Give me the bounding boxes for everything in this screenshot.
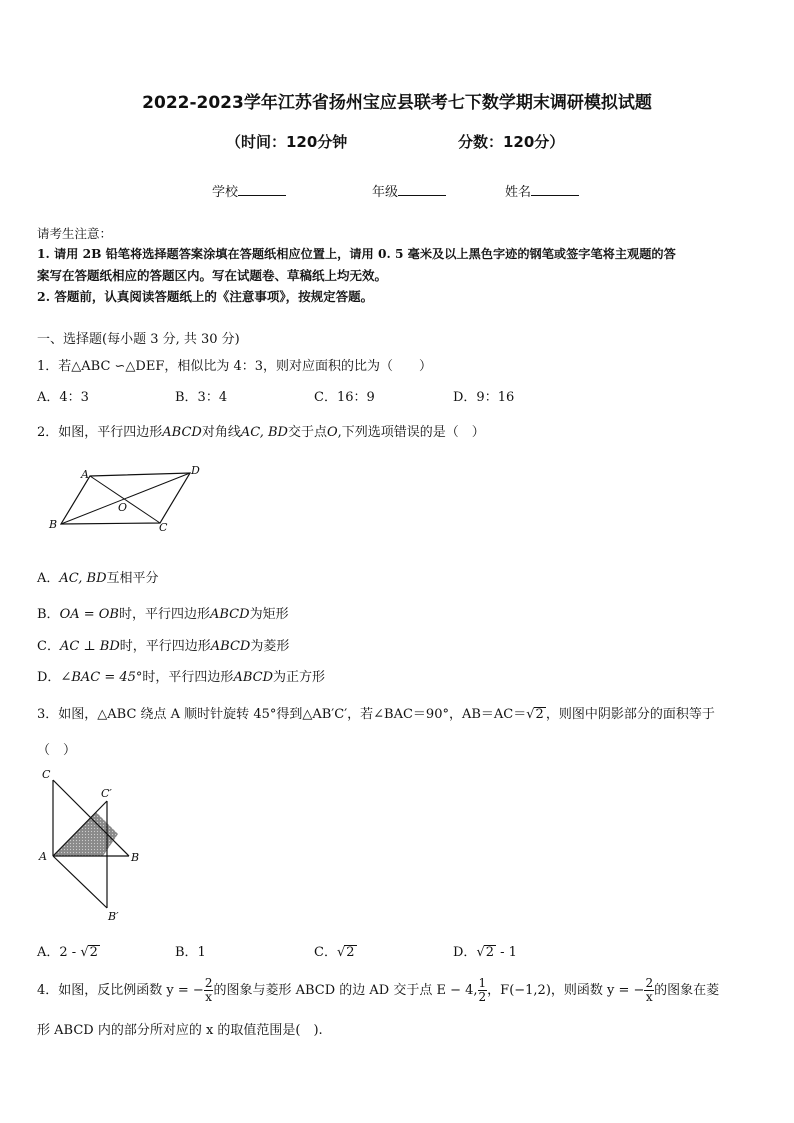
q2-stem-text-1: 2．如图，平行四边形 (37, 425, 163, 440)
q4-stem (37, 976, 719, 1006)
q1-option-a: A．4：3 (37, 390, 89, 405)
q3-option-d-text: D． (453, 945, 477, 960)
school-field (212, 181, 286, 200)
notice-line-1: 1. 请用 2B 铅笔将选择题答案涂填在答题纸相应位置上，请用 0. 5 毫米及以上黑色字迹的钢笔或签字笔将主观题的答 (37, 247, 676, 261)
q4-stem-text-4: 的图象在菱 (654, 983, 720, 998)
q4-fraction-1 (204, 977, 214, 1004)
q3-stem-text-2: ，则图中阴影部分的面积等于 (545, 707, 715, 722)
label-a: A (81, 468, 89, 481)
q2-option-c-prefix: C． (37, 639, 60, 654)
q1-option-c: C．16：9 (314, 390, 375, 405)
name-blank (531, 183, 579, 196)
parallelogram-diagram (40, 460, 220, 535)
exam-score: 分数：120分） (458, 133, 565, 151)
label-a: A (39, 850, 47, 863)
q2-option-a-prefix: A． (37, 571, 60, 586)
school-label: 学校 (212, 185, 239, 200)
q2-option-c-text-2: 为菱形 (250, 639, 290, 654)
q3-stem-sqrt: 2 (535, 707, 544, 722)
q3-option-a-text: A．2 - (37, 945, 77, 960)
q3-option-d-text-2: - 1 (500, 945, 517, 960)
grade-field (372, 181, 446, 200)
grade-label: 年级 (372, 185, 399, 200)
label-b: B (131, 851, 140, 864)
q2-option-b-prefix: B． (37, 607, 60, 622)
q1-option-d: D．9：16 (453, 390, 515, 405)
q4-fraction-3-den: x (645, 990, 653, 1004)
q4-fraction-3-num: 2 (645, 976, 654, 990)
q3-option-c-text: C． (314, 945, 337, 960)
notice-heading: 请考生注意： (37, 226, 113, 241)
q2-option-b-text-1: 时，平行四边形 (118, 607, 210, 622)
rotation-diagram (36, 764, 156, 924)
page-title: 2022-2023学年江苏省扬州宝应县联考七下数学期末调研模拟试题 (142, 93, 652, 113)
school-blank (238, 183, 286, 196)
notice-line-3: 2. 答题前，认真阅读答题纸上的《注意事项》，按规定答题。 (37, 289, 374, 304)
q2-option-c-math-2: ABCD (210, 639, 251, 654)
q3-option-b: B．1 (175, 945, 206, 960)
q3-option-a: A．2 - √2 (37, 945, 98, 960)
q2-option-d-prefix: D． (37, 670, 61, 685)
label-c-prime: C′ (101, 787, 112, 800)
notice-line-2: 案写在答题纸相应的答题区内。写在试题卷、草稿纸上均无效。 (37, 268, 388, 283)
diagonal-ac (90, 476, 160, 523)
q3-option-c: C．√2 (314, 945, 355, 960)
q2-stem-math-2: AC, BD (240, 425, 288, 440)
q1-stem: 1．若△ABC ∽△DEF，相似比为 4：3，则对应面积的比为（ ） (37, 359, 433, 374)
q3-stem: 3．如图，△ABC 绕点 A 顺时针旋转 45°得到△AB′C′，若∠BAC＝90°，AB＝AC＝√2 ，则图中阴影部分的面积等于 (37, 707, 715, 722)
q4-stem-text-3: ，F(−1,2)，则函数 y = − (487, 983, 645, 998)
q3-stem-text-1: 3．如图，△ABC 绕点 A 顺时针旋转 45°得到△AB′C′，若∠BAC＝90°，AB＝AC＝ (37, 707, 527, 722)
label-d: D (191, 464, 200, 477)
q2-option-d-text-1: 时，平行四边形 (142, 670, 234, 685)
q4-fraction-1-num: 2 (204, 976, 213, 990)
q2-stem (37, 421, 485, 440)
q4-fraction-2 (478, 977, 488, 1004)
q3-stem-paren: （ ） (37, 743, 77, 758)
label-b-prime: B′ (108, 910, 119, 923)
q2-stem-math-1: ABCD (162, 425, 202, 440)
label-o: O (118, 501, 128, 514)
grade-blank (398, 183, 446, 196)
q2-stem-text-3: 交于点 (287, 425, 327, 440)
q2-option-b (37, 603, 289, 622)
exam-time: （时间：120分钟 (226, 133, 348, 151)
q4-fraction-2-den: 2 (478, 990, 487, 1004)
q2-stem-text-4: ,下列选项错误的是（ ） (337, 425, 485, 440)
label-c: C (42, 768, 51, 781)
q3-option-d-sqrt: 2 (485, 945, 495, 960)
section-heading: 一、选择题(每小题 3 分, 共 30 分) (37, 332, 240, 347)
q2-option-b-math: OA = OB (59, 607, 119, 622)
q2-stem-math-3: O (327, 425, 338, 440)
q2-option-b-text-2: 为矩形 (249, 607, 289, 622)
q4-fraction-2-num: 1 (478, 976, 487, 990)
q2-option-d-math-2: ABCD (233, 670, 273, 685)
q2-option-b-math-2: ABCD (210, 607, 250, 622)
name-label: 姓名 (505, 185, 532, 200)
q4-fraction-1-den: x (205, 990, 213, 1004)
q2-option-d (37, 666, 325, 685)
q2-option-d-text-2: 为正方形 (273, 670, 326, 685)
q4-stem-text-2: 的图象与菱形 ABCD 的边 AD 交于点 E − 4, (213, 983, 478, 998)
q3-option-d: D．√2 - 1 (453, 945, 517, 960)
q2-option-c (37, 635, 289, 654)
name-field (505, 181, 579, 200)
q4-fraction-3 (644, 977, 654, 1004)
q2-stem-text-2: 对角线 (201, 425, 241, 440)
q2-option-c-text-1: 时，平行四边形 (119, 639, 211, 654)
q3-option-c-sqrt: 2 (346, 945, 355, 960)
q2-option-a-text: 互相平分 (106, 571, 159, 586)
q2-option-c-math: AC ⊥ BD (59, 639, 120, 654)
q3-option-a-sqrt: 2 (89, 945, 98, 960)
label-c: C (159, 521, 168, 534)
q2-option-a-math: AC, BD (59, 571, 107, 586)
q2-option-a (37, 567, 159, 586)
side-ab-prime (53, 856, 107, 908)
shaded-region (53, 812, 118, 856)
label-b: B (49, 518, 58, 531)
q1-option-b: B．3：4 (175, 390, 228, 405)
q4-stem-text-1: 4．如图，反比例函数 y = − (37, 983, 204, 998)
q2-option-d-math: ∠BAC = 45° (60, 670, 143, 685)
q4-stem-line-2: 形 ABCD 内的部分所对应的 x 的取值范围是( ). (37, 1023, 323, 1038)
